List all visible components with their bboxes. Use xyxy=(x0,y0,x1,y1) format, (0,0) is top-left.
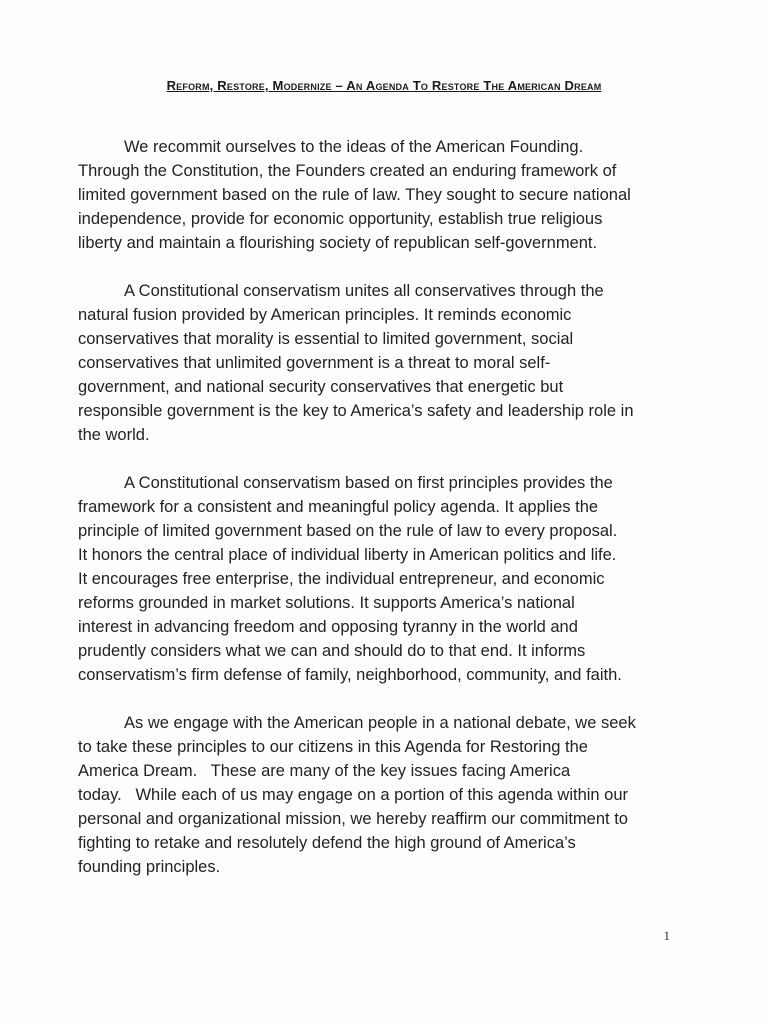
paragraph-line: reforms grounded in market solutions. It supports America’s national xyxy=(78,594,575,612)
paragraph-line: A Constitutional conservatism unites all conservatives through the xyxy=(124,282,604,300)
paragraph-line: the world. xyxy=(78,426,150,444)
paragraph-line: framework for a consistent and meaningful policy agenda. It applies the xyxy=(78,498,599,516)
paragraph-line: A Constitutional conservatism based on first principles provides the xyxy=(124,474,613,492)
paragraph-line: liberty and maintain a flourishing society of republican self-government. xyxy=(78,234,598,252)
paragraph-line: today. While each of us may engage on a portion of this agenda within our xyxy=(78,786,629,804)
paragraph-line: responsible government is the key to America’s safety and leadership role in xyxy=(78,402,634,420)
paragraph-4 xyxy=(78,711,678,879)
page-number: 1 xyxy=(663,928,670,943)
paragraph-line: limited government based on the rule of law. They sought to secure national xyxy=(78,186,631,204)
paragraph-line: principle of limited government based on the rule of law to every proposal. xyxy=(78,522,618,540)
paragraph-line: founding principles. xyxy=(78,858,221,876)
paragraph-line: interest in advancing freedom and opposing tyranny in the world and xyxy=(78,618,578,636)
paragraph-line: to take these principles to our citizens in this Agenda for Restoring the xyxy=(78,738,588,756)
paragraph-line: prudently considers what we can and should do to that end. It informs xyxy=(78,642,586,660)
document-title: Reform, Restore, Modernize – An Agenda To Restore The American Dream xyxy=(166,78,602,93)
paragraph-line: personal and organizational mission, we hereby reaffirm our commitment to xyxy=(78,810,628,828)
paragraph-line: independence, provide for economic opportunity, establish true religious xyxy=(78,210,603,228)
paragraph-line: Through the Constitution, the Founders created an enduring framework of xyxy=(78,162,617,180)
document-body xyxy=(78,135,678,903)
paragraph-line: conservatism’s firm defense of family, neighborhood, community, and faith. xyxy=(78,666,622,684)
paragraph-2 xyxy=(78,279,678,447)
paragraph-3 xyxy=(78,471,678,687)
paragraph-line: conservatives that unlimited government is a threat to moral self- xyxy=(78,354,551,372)
paragraph-line: It encourages free enterprise, the individual entrepreneur, and economic xyxy=(78,570,605,588)
paragraph-line: America Dream. These are many of the key issues facing America xyxy=(78,762,571,780)
paragraph-line: government, and national security conservatives that energetic but xyxy=(78,378,564,396)
paragraph-line: We recommit ourselves to the ideas of the American Founding. xyxy=(124,138,584,156)
paragraph-line: fighting to retake and resolutely defend the high ground of America’s xyxy=(78,834,576,852)
paragraph-line: conservatives that morality is essential to limited government, social xyxy=(78,330,574,348)
paragraph-line: natural fusion provided by American principles. It reminds economic xyxy=(78,306,572,324)
paragraph-line: It honors the central place of individual liberty in American politics and life. xyxy=(78,546,617,564)
paragraph-line: As we engage with the American people in a national debate, we seek xyxy=(124,714,636,732)
paragraph-1 xyxy=(78,135,678,255)
